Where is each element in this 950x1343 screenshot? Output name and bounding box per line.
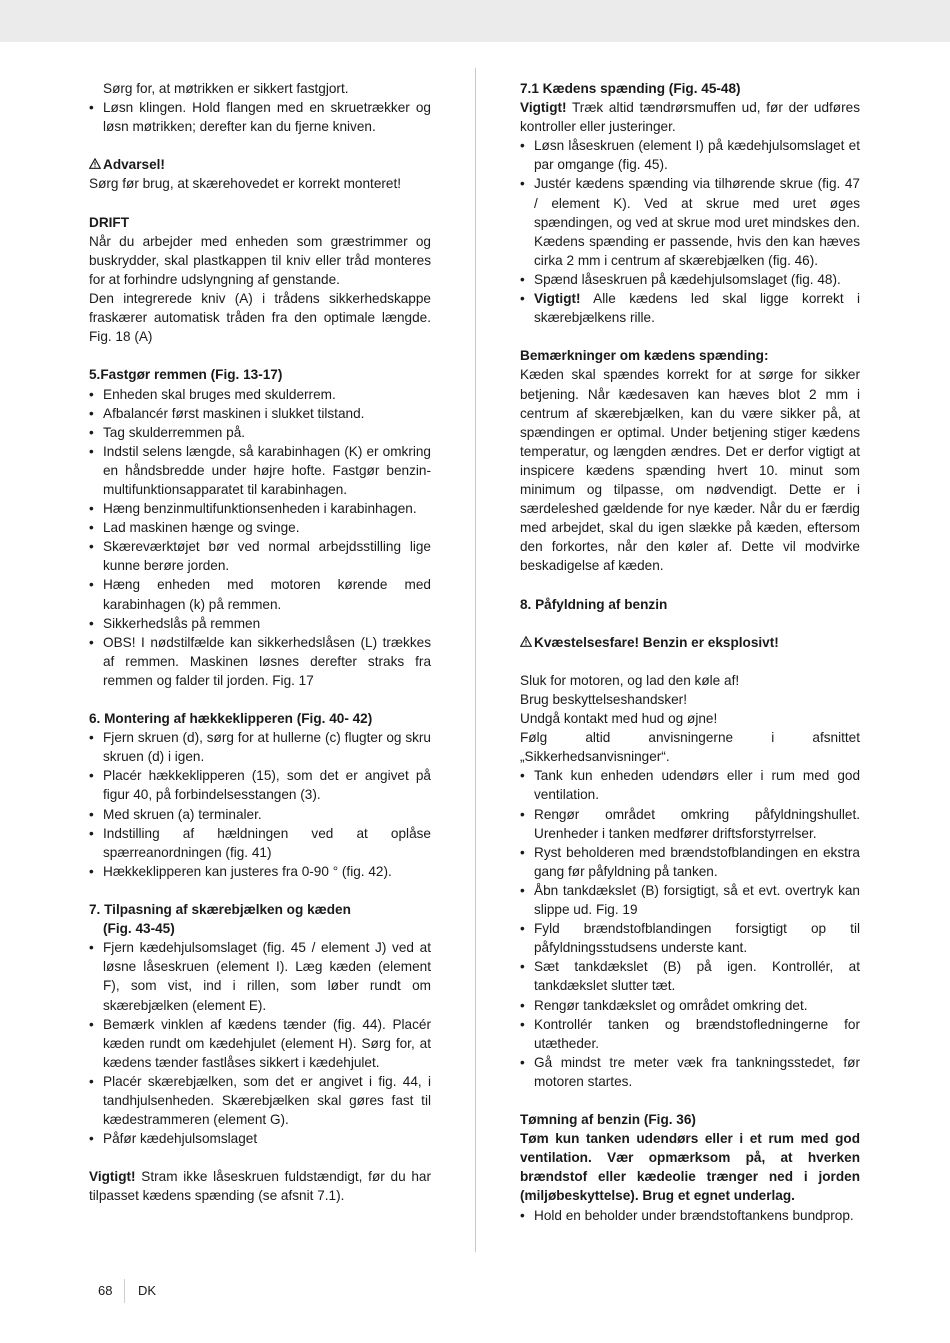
important-label: Vigtigt!: [89, 1169, 136, 1185]
warning-title: Advarsel!: [103, 157, 165, 173]
list-item: • Gå mindst tre meter væk fra tankningsstedet, før motoren startes.: [520, 1053, 860, 1091]
intro-list: [89, 98, 431, 136]
chain-notes-heading: Bemærkninger om kædens spænding:: [520, 348, 769, 364]
list-item: • Afbalancér først maskinen i slukket tilstand.: [89, 404, 431, 423]
list-item: • Spænd låseskruen på kædehjulsomslaget (fig. 48).: [520, 270, 860, 289]
list-item: • Justér kædens spænding via tilhørende skrue (fig. 47 / element K). Ved at skrue med uret øges spændingen, og ved at skrue mod uret mindskes den. Kædens spænding er passende, hvis den kan hæves cirka 2 mm i centrum af skærebjælken (fig. 46).: [520, 174, 860, 269]
section-7-list: [89, 938, 431, 1148]
list-item: • Hæng enheden med motoren kørende med karabinhagen (k) på remmen.: [89, 575, 431, 613]
list-item: • Placér skærebjælken, som det er angivet i fig. 44, i tandhjulsenheden. Skærebjælken skal gøres fast til kædestrammeren (element G).: [89, 1072, 431, 1129]
drain-warning: Tøm kun tanken udendørs eller i et rum med god ventilation. Vær opmærksom på, at hverken brændstof eller kædeolie trænger ned i jorden (miljøbeskyttelse). Brug et egnet underlag.: [520, 1131, 860, 1204]
page-number: 68: [98, 1283, 113, 1298]
list-item: • Hækkeklipperen kan justeres fra 0-90 ° (fig. 42).: [89, 862, 431, 881]
safety-line: Følg altid anvisningerne i afsnittet „Sikkerhedsanvisninger“.: [520, 730, 860, 765]
right-column: [520, 79, 860, 1225]
list-item: • Skæreværktøjet bør ved normal arbejdsstilling lige kunne berøre jorden.: [89, 537, 431, 575]
danger-heading: [520, 633, 860, 652]
section-7-heading: 7. Tilpasning af skærebjælken og kæden: [89, 902, 351, 918]
section-6-heading: 6. Montering af hækkeklipperen (Fig. 40- 42): [89, 711, 373, 727]
section-7-1-list: [520, 136, 860, 327]
list-item: • Tag skulderremmen på.: [89, 423, 431, 442]
left-column: [89, 79, 431, 1206]
list-item: • Kontrollér tanken og brændstofledningerne for utætheder.: [520, 1015, 860, 1053]
safety-line: Brug beskyttelseshandsker!: [520, 692, 687, 707]
list-item: • Placér hækkeklipperen (15), som det er angivet på figur 40, på forbindelsesstangen (3).: [89, 766, 431, 804]
chain-notes-paragraph: Kæden skal spændes korrekt for at sørge for sikker betjening. Når kædesaven kan hæves blot 2 mm i centrum af skærebjælken, kan du være sikker på, at spændingen er optimal. Under betjening stiger kædens temperatur, og længden ændres. Det er derfor vigtigt at inspicere kædens spænding hvert 10. minut som minimum og tilpasse, om nødvendigt. Dette er i særdeleshed gældende for nye kæder. Når du er færdig med arbejdet, skal du igen slække på kæden, eftersom den forkortes, når den køler af. Dette vil modvirke beskadigelse af kæden.: [520, 367, 860, 574]
warning-heading: [89, 155, 431, 174]
section-7-1-heading: 7.1 Kædens spænding (Fig. 45-48): [520, 81, 741, 96]
drift-heading: DRIFT: [89, 214, 130, 230]
intro-continuation: Sørg for, at møtrikken er sikkert fastgjort.: [103, 81, 349, 96]
list-item: • Enheden skal bruges med skulderrem.: [89, 385, 431, 404]
section-7-1-important: [520, 98, 860, 136]
safety-line: Undgå kontakt med hud og øjne!: [520, 711, 718, 727]
important-text: Træk altid tændrørsmuffen ud, før der udføres kontroller eller justeringer.: [520, 100, 860, 135]
language-code: DK: [138, 1283, 157, 1298]
drift-paragraph-2: Den integrerede kniv (A) i trådens sikkerhedskappe fraskærer automatisk tråden fra den optimale længde. Fig. 18 (A): [89, 291, 431, 345]
danger-title: Kvæstelsesfare! Benzin er eksplosivt!: [534, 634, 779, 650]
drain-list: [520, 1206, 860, 1225]
list-item: • Med skruen (a) terminaler.: [89, 805, 431, 824]
important-text: Alle kædens led skal ligge korrekt i skærebjælkens rille.: [534, 291, 860, 326]
important-label: Vigtigt!: [520, 100, 567, 116]
list-item: • Påfør kædehjulsomslaget: [89, 1129, 431, 1148]
drift-paragraph: Når du arbejder med enheden som græstrimmer og buskrydder, skal plastkappen til kniv eller tråd monteres for at forhindre udslyngning af genstande.: [89, 233, 431, 287]
safety-line: Sluk for motoren, og lad den køle af!: [520, 672, 740, 688]
list-item: • Ryst beholderen med brændstofblandingen en ekstra gang før påfyldning på tanken.: [520, 843, 860, 881]
list-item: • Løsn klingen. Hold flangen med en skruetrækker og løsn møtrikken; derefter kan du fjerne kniven.: [89, 98, 431, 136]
warning-text: Sørg før brug, at skærehovedet er korrekt monteret!: [89, 176, 402, 192]
list-item: • Åbn tankdækslet (B) forsigtigt, så et evt. overtryk kan slippe ud. Fig. 19: [520, 881, 860, 919]
list-item: • Sæt tankdækslet (B) på igen. Kontrollér, at tankdækslet slutter tæt.: [520, 957, 860, 995]
important-label: Vigtigt!: [534, 291, 581, 307]
list-item: • Tank kun enheden udendørs eller i rum med god ventilation.: [520, 766, 860, 804]
drain-heading: Tømning af benzin (Fig. 36): [520, 1112, 696, 1128]
list-item: • Sikkerhedslås på remmen: [89, 614, 431, 633]
list-item: • Fyld brændstofblandingen forsigtigt op til påfyldningsstudsens underste kant.: [520, 919, 860, 957]
list-item: • OBS! I nødstilfælde kan sikkerhedslåsen (L) trækkes af remmen. Maskinen løsnes derefter straks fra remmen og falder til jorden. Fig. 17: [89, 633, 431, 690]
list-item: • Lad maskinen hænge og svinge.: [89, 518, 431, 537]
list-item: • Løsn låseskruen (element I) på kædehjulsomslaget et par omgange (fig. 45).: [520, 136, 860, 174]
list-item: • Rengør tankdækslet og området omkring det.: [520, 996, 860, 1015]
list-item: • Indstil selens længde, så karabinhagen (K) er omkring en håndsbredde under højre hofte. Fastgør benzin-multifunktionsapparatet til karabinhagen.: [89, 442, 431, 499]
section-5-list: [89, 385, 431, 691]
list-item: • Bemærk vinklen af kædens tænder (fig. 44). Placér kæden rundt om kædehjulet (element H). Sørg for, at kædens tænder fastlåses sikkert i kædehjulet.: [89, 1015, 431, 1072]
important-note: [89, 1167, 431, 1205]
list-item: [520, 289, 860, 327]
list-item: • Rengør området omkring påfyldningshullet. Urenheder i tanken medfører driftsforstyrrelser.: [520, 805, 860, 843]
top-header-band: [0, 0, 950, 42]
footer-divider: [124, 1279, 125, 1303]
list-item: • Fjern kædehjulsomslaget (fig. 45 / element J) ved at løsne låseskruen (element I). Læg kæden (element F), som vist, ind i rillen, som løber rundt om skærebjælken (element E).: [89, 938, 431, 1014]
list-item: • Hæng benzinmultifunktionsenheden i karabinhagen.: [89, 499, 431, 518]
section-8-list: [520, 766, 860, 1091]
important-text: Stram ikke låseskruen fuldstændigt, før du har tilpasset kædens spænding (se afsnit 7.1).: [89, 1169, 431, 1204]
list-item: • Fjern skruen (d), sørg for at hullerne (c) flugter og skru skruen (d) i igen.: [89, 728, 431, 766]
section-8-heading: 8. Påfyldning af benzin: [520, 596, 668, 612]
section-7-heading-figures: (Fig. 43-45): [103, 921, 175, 937]
warning-triangle-icon: [89, 155, 103, 174]
section-6-list: [89, 728, 431, 881]
list-item: • Hold en beholder under brændstoftankens bundprop.: [520, 1206, 860, 1225]
warning-triangle-icon: [520, 633, 534, 652]
column-divider: [475, 68, 476, 1252]
list-item: • Indstilling af hældningen ved at oplåse spærreanordningen (fig. 41): [89, 824, 431, 862]
section-5-heading: 5.Fastgør remmen (Fig. 13-17): [89, 367, 283, 383]
